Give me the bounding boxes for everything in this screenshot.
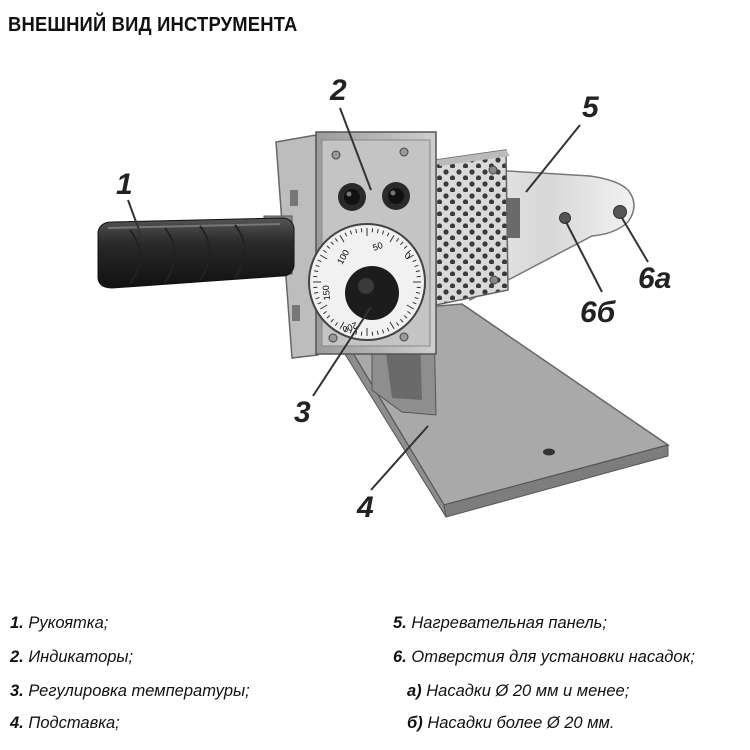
legend-item-temperature — [10, 682, 250, 701]
legend-number: а) — [407, 682, 422, 700]
perforated-cover — [436, 150, 510, 305]
legend-number: 5. — [393, 614, 407, 632]
legend-number: б) — [407, 714, 423, 732]
dial-mark-150: 150 — [320, 284, 332, 301]
callout-1: 1 — [116, 168, 133, 201]
legend-item-heating-plate — [393, 614, 607, 633]
handle — [98, 216, 294, 288]
dial-mark-200: 200 — [341, 320, 359, 335]
dial-mark-0: 0 — [403, 250, 413, 262]
legend-number: 6. — [393, 648, 407, 666]
legend-text: Насадки более Ø 20 мм. — [427, 714, 615, 732]
legend-text: Рукоятка; — [28, 614, 109, 632]
legend-item-stand — [10, 714, 120, 733]
legend-item-nozzle-holes — [393, 648, 695, 667]
page-title: ВНЕШНИЙ ВИД ИНСТРУМЕНТА — [8, 14, 298, 36]
legend-text: Регулировка температуры; — [28, 682, 250, 700]
temperature-dial — [309, 224, 425, 340]
legend-item-indicators — [10, 648, 133, 667]
legend-text: Индикаторы; — [28, 648, 134, 666]
legend-text: Насадки Ø 20 мм и менее; — [426, 682, 630, 700]
callout-2: 2 — [330, 74, 347, 107]
legend-item-handle — [10, 614, 108, 633]
callout-4: 4 — [357, 491, 374, 524]
legend-number: 3. — [10, 682, 24, 700]
callout-6a: 6а — [638, 262, 672, 295]
legend-number: 2. — [10, 648, 24, 666]
legend-number: 1. — [10, 614, 24, 632]
legend-number: 4. — [10, 714, 24, 732]
legend-text: Отверстия для установки насадок; — [411, 648, 695, 666]
dial-mark-50: 50 — [371, 240, 385, 253]
callout-5: 5 — [582, 91, 599, 124]
legend-item-nozzle-large — [407, 714, 614, 733]
legend-text: Подставка; — [28, 714, 120, 732]
legend-item-nozzle-small — [407, 682, 629, 701]
legend-text: Нагревательная панель; — [411, 614, 607, 632]
dial-mark-100: 100 — [335, 247, 352, 266]
callout-6b: 6б — [580, 296, 616, 329]
callout-3: 3 — [294, 396, 311, 429]
